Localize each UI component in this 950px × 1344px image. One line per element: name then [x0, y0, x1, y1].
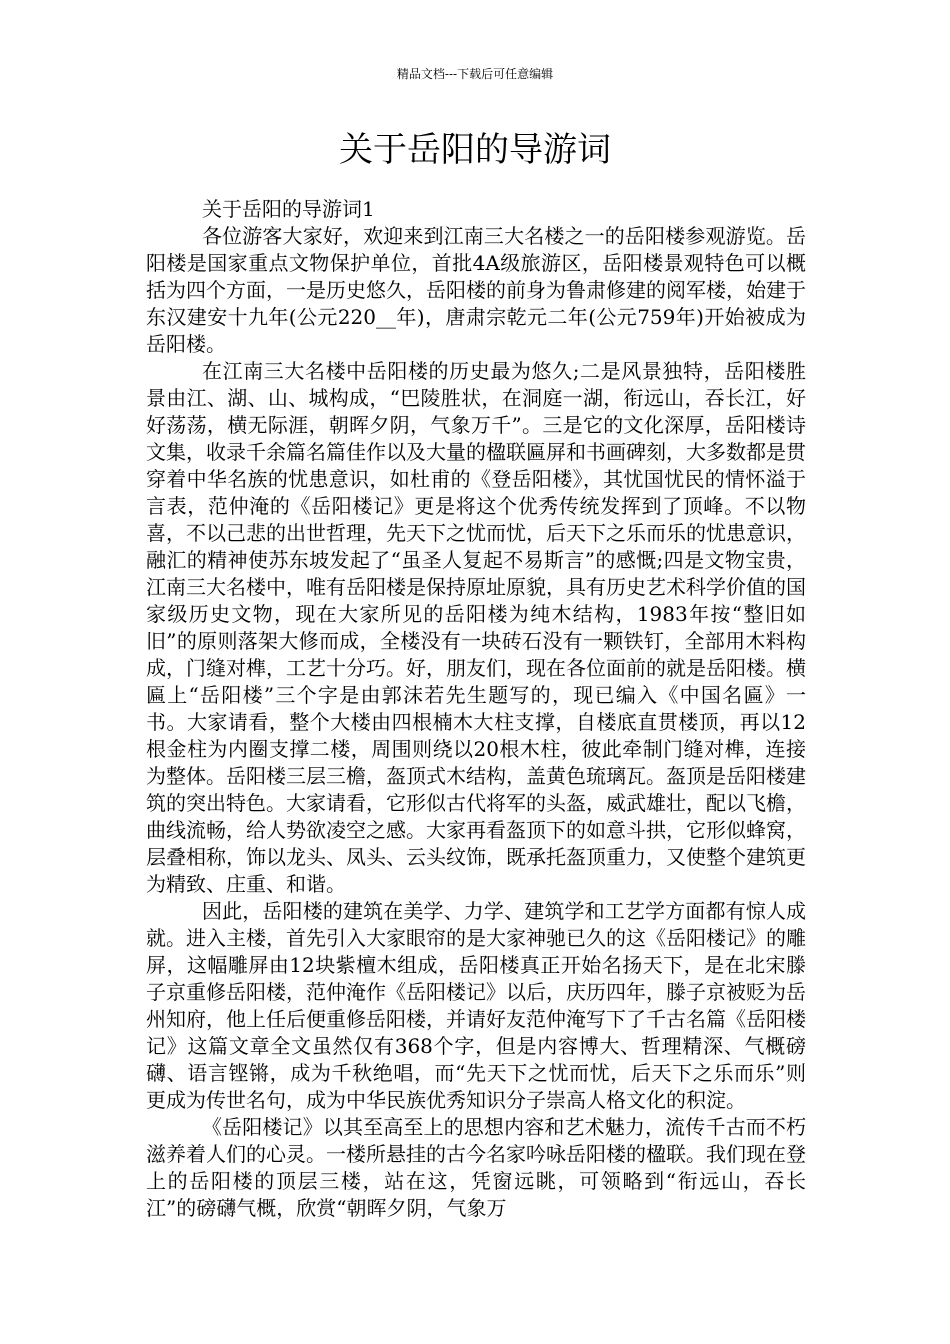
document-body: [146, 196, 806, 1222]
page-header: 精品文档---下载后可任意编辑: [396, 67, 554, 81]
paragraph: 因此，岳阳楼的建筑在美学、力学、建筑学和工艺学方面都有惊人成就。进入主楼，首先引入大家眼帘的是大家神驰已久的这《岳阳楼记》的雕屏，这幅雕屏由12块紫檀木组成，岳阳楼真正开始名扬天下，是在北宋滕子京重修岳阳楼，范仲淹作《岳阳楼记》以后，庆历四年，滕子京被贬为岳州知府，他上任后便重修岳阳楼，并请好友范仲淹写下了千古名篇《岳阳楼记》这篇文章全文虽然仅有368个字，但是内容博大、哲理精深、气概磅礴、语言铿锵，成为千秋绝唱，而“先天下之忧而忧，后天下之乐而乐”则更成为传世名句，成为中华民族优秀知识分子崇高人格文化的积淀。: [146, 899, 806, 1112]
paragraph: 《岳阳楼记》以其至高至上的思想内容和艺术魅力，流传千古而不朽滋养着人们的心灵。一楼所悬挂的古今名家吟咏岳阳楼的楹联。我们现在登上的岳阳楼的顶层三楼，站在这，凭窗远眺，可领略到“衔远山，吞长江”的磅礴气概，欣赏“朝晖夕阴，气象万: [146, 1115, 806, 1220]
document-title: 关于岳阳的导游词: [339, 130, 611, 170]
paragraph: 在江南三大名楼中岳阳楼的历史最为悠久;二是风景独特，岳阳楼胜景由江、湖、山、城构成，“巴陵胜状，在洞庭一湖，衔远山，吞长江，好好荡荡，横无际涯，朝晖夕阴，气象万千”。三是它的文化深厚，岳阳楼诗文集，收录千余篇名篇佳作以及大量的楹联匾屏和书画碑刻，大多数都是贯穿着中华名族的忧患意识，如杜甫的《登岳阳楼》，其忧国忧民的情怀溢于言表，范仲淹的《岳阳楼记》更是将这个优秀传统发挥到了顶峰。不以物喜，不以己悲的出世哲理，先天下之忧而忧，后天下之乐而乐的忧患意识，融汇的精神使苏东坡发起了“虽圣人复起不易斯言”的感慨;四是文物宝贵，江南三大名楼中，唯有岳阳楼是保持原址原貌，具有历史艺术科学价值的国家级历史文物，现在大家所见的岳阳楼为纯木结构，1983年按“整旧如旧”的原则落架大修而成，全楼没有一块砖石没有一颗铁钉，全部用木料构成，门缝对榫，工艺十分巧。好，朋友们，现在各位面前的就是岳阳楼。横匾上“岳阳楼”三个字是由郭沫若先生题写的，现已编入《中国名匾》一书。大家请看，整个大楼由四根楠木大柱支撑，自楼底直贯楼顶，再以12根金柱为内圈支撑二楼，周围则绕以20根木柱，彼此牵制门缝对榫，连接为整体。岳阳楼三层三檐，盔顶式木结构，盖黄色琉璃瓦。盔顶是岳阳楼建筑的突出特色。大家请看，它形似古代将军的头盔，威武雄壮，配以飞檐，曲线流畅，给人势欲凌空之感。大家再看盔顶下的如意斗拱，它形似蜂窝，层叠相称，饰以龙头、凤头、云头纹饰，既承托盔顶重力，又使整个建筑更为精致、庄重、和谐。: [146, 359, 806, 896]
paragraph: 各位游客大家好，欢迎来到江南三大名楼之一的岳阳楼参观游览。岳阳楼是国家重点文物保护单位，首批4A级旅游区，岳阳楼景观特色可以概括为四个方面，一是历史悠久，岳阳楼的前身为鲁肃修建的阅军楼，始建于东汉建安十九年(公元220__年)，唐肃宗乾元二年(公元759年)开始被成为岳阳楼。: [146, 224, 806, 356]
paragraph-subtitle: 关于岳阳的导游词1: [202, 197, 375, 221]
